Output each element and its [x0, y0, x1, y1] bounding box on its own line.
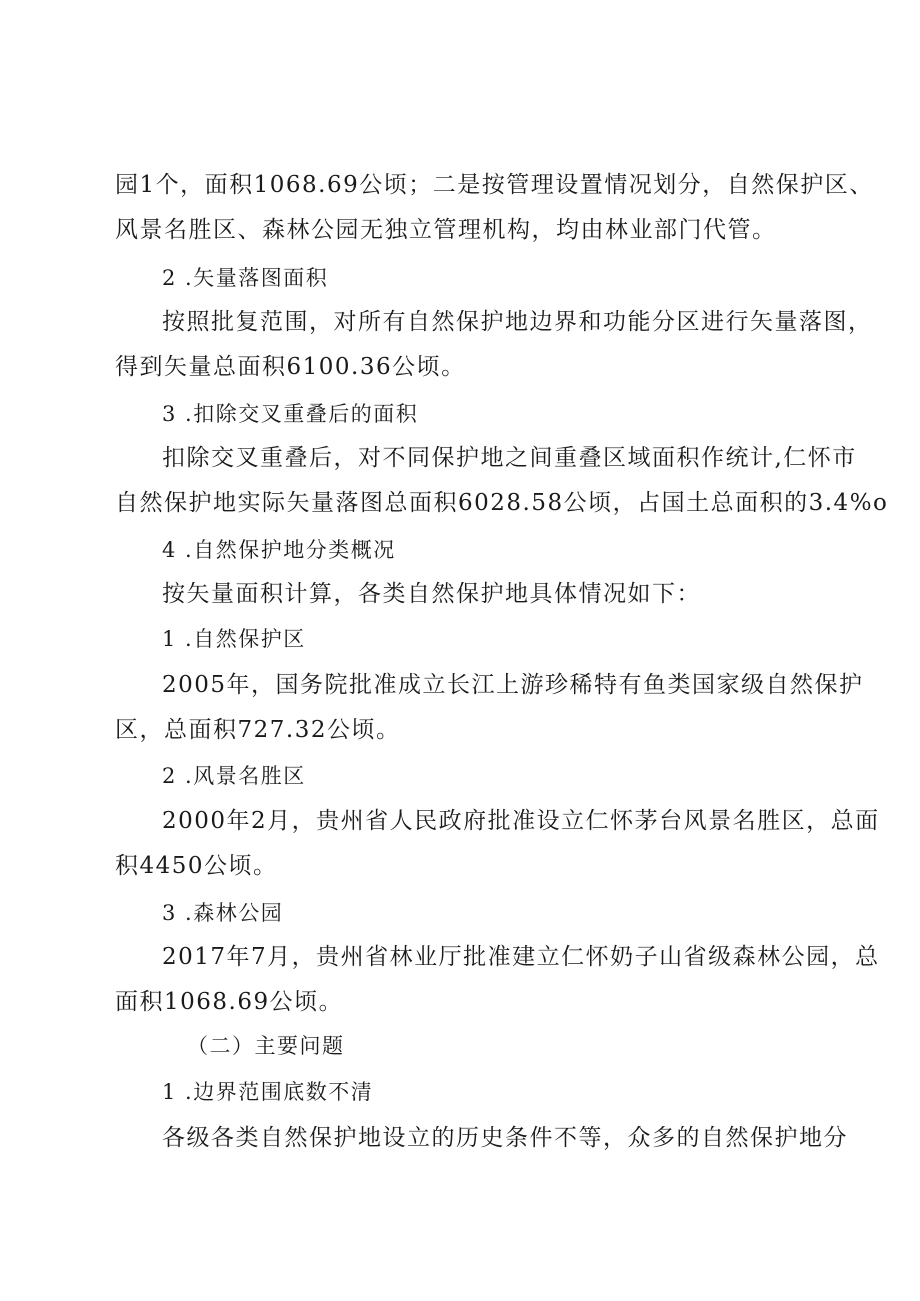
paragraph-line: 风景名胜区、森林公园无独立管理机构，均由林业部门代管。: [115, 217, 777, 243]
paragraph-line: 扣除交叉重叠后，对不同保护地之间重叠区域面积作统计,仁怀市: [162, 445, 857, 471]
paragraph-line: 积4450公顷。: [115, 853, 278, 879]
paragraph-line: 自然保护地实际矢量落图总面积6028.58公顷，占国土总面积的3.4%o: [115, 490, 889, 516]
section-heading: （二）主要问题: [187, 1034, 345, 1058]
paragraph-line: 2000年2月，贵州省人民政府批准设立仁怀茅台风景名胜区，总面: [162, 808, 880, 834]
section-heading: 3 .森林公园: [162, 901, 284, 925]
paragraph-line: 得到矢量总面积6100.36公顷。: [115, 354, 466, 380]
section-heading: 2 .风景名胜区: [162, 764, 306, 788]
section-heading: 4 .自然保护地分类概况: [162, 538, 396, 562]
paragraph-line: 按矢量面积计算，各类自然保护地具体情况如下：: [162, 581, 701, 607]
paragraph-line: 区，总面积727.32公顷。: [115, 717, 401, 743]
paragraph-line: 2005年，国务院批准成立长江上游珍稀特有鱼类国家级自然保护: [162, 672, 864, 698]
paragraph-line: 按照批复范围，对所有自然保护地边界和功能分区进行矢量落图，: [162, 309, 873, 335]
section-heading: 2 .矢量落图面积: [162, 266, 329, 290]
section-heading: 1 .自然保护区: [162, 627, 306, 651]
paragraph-line: 各级各类自然保护地设立的历史条件不等，众多的自然保护地分: [162, 1125, 848, 1151]
paragraph-line: 2017年7月，贵州省林业厅批准建立仁怀奶子山省级森林公园，总: [162, 944, 880, 970]
section-heading: 1 .边界范围底数不清: [162, 1080, 374, 1104]
paragraph-line: 园1个，面积1068.69公顷；二是按管理设置情况划分，自然保护区、: [115, 172, 874, 198]
paragraph-line: 面积1068.69公顷。: [115, 989, 344, 1015]
section-heading: 3 .扣除交叉重叠后的面积: [162, 402, 419, 426]
